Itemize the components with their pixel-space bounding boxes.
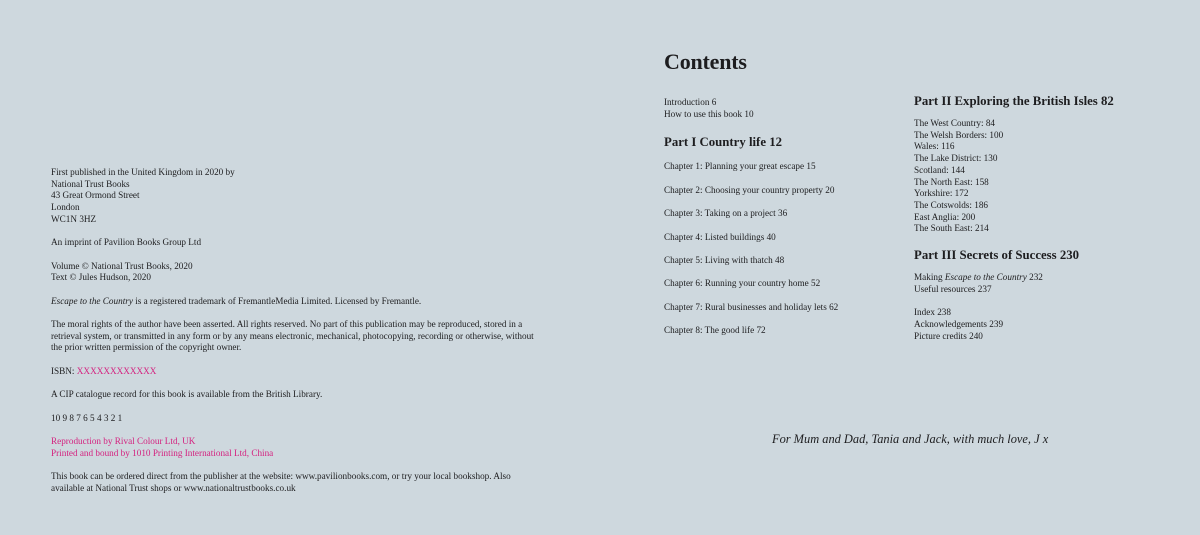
region-entry: The South East: 214 [914, 223, 989, 234]
part-heading: Part II Exploring the British Isles 82 [914, 94, 1114, 108]
isbn-value: XXXXXXXXXXXX [76, 365, 157, 376]
trademark-notice [51, 296, 541, 308]
chapter-entry: Chapter 4: Listed buildings 40 [664, 231, 776, 242]
chapter-entry: Chapter 8: The good life 72 [664, 325, 766, 336]
contents-page [600, 0, 1200, 535]
page-title: Contents [664, 49, 747, 74]
address-line: London [51, 202, 80, 213]
part-heading: Part I Country life 12 [664, 135, 782, 150]
print-line: 10 9 8 7 6 5 4 3 2 1 [51, 412, 123, 423]
toc-entry [914, 272, 1184, 284]
address-line: WC1N 3HZ [51, 213, 97, 224]
region-entry: The Cotswolds: 186 [914, 199, 989, 210]
reproduction-credit: Reproduction by Rival Colour Ltd, UK [51, 436, 196, 447]
volume-copyright: Volume © National Trust Books, 2020 [51, 260, 193, 271]
toc-entry: Index 238 [914, 307, 951, 318]
order-info: This book can be ordered direct from the publisher at the website: www.pavilionbooks.com, or try your local bookshop. Also available at National Trust shops or www.nationaltrustbooks.co.uk [51, 471, 511, 493]
region-entry: The Welsh Borders: 100 [914, 129, 1004, 140]
region-entry: The North East: 158 [914, 176, 989, 187]
chapter-entry: Chapter 5: Living with thatch 48 [664, 254, 785, 265]
region-entry: Wales: 116 [914, 141, 955, 152]
toc-entry: Acknowledgements 239 [914, 318, 1004, 329]
moral-rights-notice: The moral rights of the author have been asserted. All rights reserved. No part of this publication may be reproduced, stored in a retrieval system, or transmitted in any form or by any means electronic, mechanical, photocopying, recording or otherwise, without the prior written permission of the copyright owner. [51, 319, 534, 353]
chapter-entry: Chapter 6: Running your country home 52 [664, 278, 821, 289]
printing-credit: Printed and bound by 1010 Printing International Ltd, China [51, 447, 274, 458]
cip-notice: A CIP catalogue record for this book is available from the British Library. [51, 389, 323, 400]
trademark-text: is a registered trademark of FremantleMedia Limited. Licensed by Fremantle. [132, 295, 422, 306]
contents-column-right [914, 93, 1184, 342]
isbn-label: ISBN: [51, 365, 77, 376]
address-line: 43 Great Ormond Street [51, 190, 140, 201]
isbn-line [51, 366, 541, 378]
making-title: Escape to the Country [944, 272, 1027, 283]
imprint-line: An imprint of Pavilion Books Group Ltd [51, 237, 202, 248]
region-entry: The West Country: 84 [914, 118, 996, 128]
making-prefix: Making [914, 272, 945, 283]
toc-entry: How to use this book 10 [664, 108, 754, 119]
region-entry: Scotland: 144 [914, 164, 965, 175]
address-line: First published in the United Kingdom in 2020 by [51, 167, 235, 177]
toc-entry: Useful resources 237 [914, 283, 992, 294]
making-page: 232 [1026, 272, 1043, 283]
toc-entry: Introduction 6 [664, 97, 717, 107]
region-entry: Yorkshire: 172 [914, 188, 969, 199]
region-entry: The Lake District: 130 [914, 153, 998, 164]
contents-column-left [664, 97, 904, 349]
chapter-entry: Chapter 7: Rural businesses and holiday lets 62 [664, 301, 839, 312]
region-entry: East Anglia: 200 [914, 211, 976, 222]
trademark-title: Escape to the Country [51, 295, 133, 306]
imprint-block [51, 167, 541, 495]
toc-entry: Picture credits 240 [914, 330, 983, 341]
chapter-entry: Chapter 1: Planning your great escape 15 [664, 161, 816, 172]
part-heading: Part III Secrets of Success 230 [914, 248, 1080, 263]
text-copyright: Text © Jules Hudson, 2020 [51, 272, 151, 283]
address-line: National Trust Books [51, 178, 130, 189]
dedication: For Mum and Dad, Tania and Jack, with much love, J x [772, 432, 1049, 446]
chapter-entry: Chapter 2: Choosing your country property 20 [664, 184, 835, 195]
chapter-entry: Chapter 3: Taking on a project 36 [664, 208, 788, 219]
